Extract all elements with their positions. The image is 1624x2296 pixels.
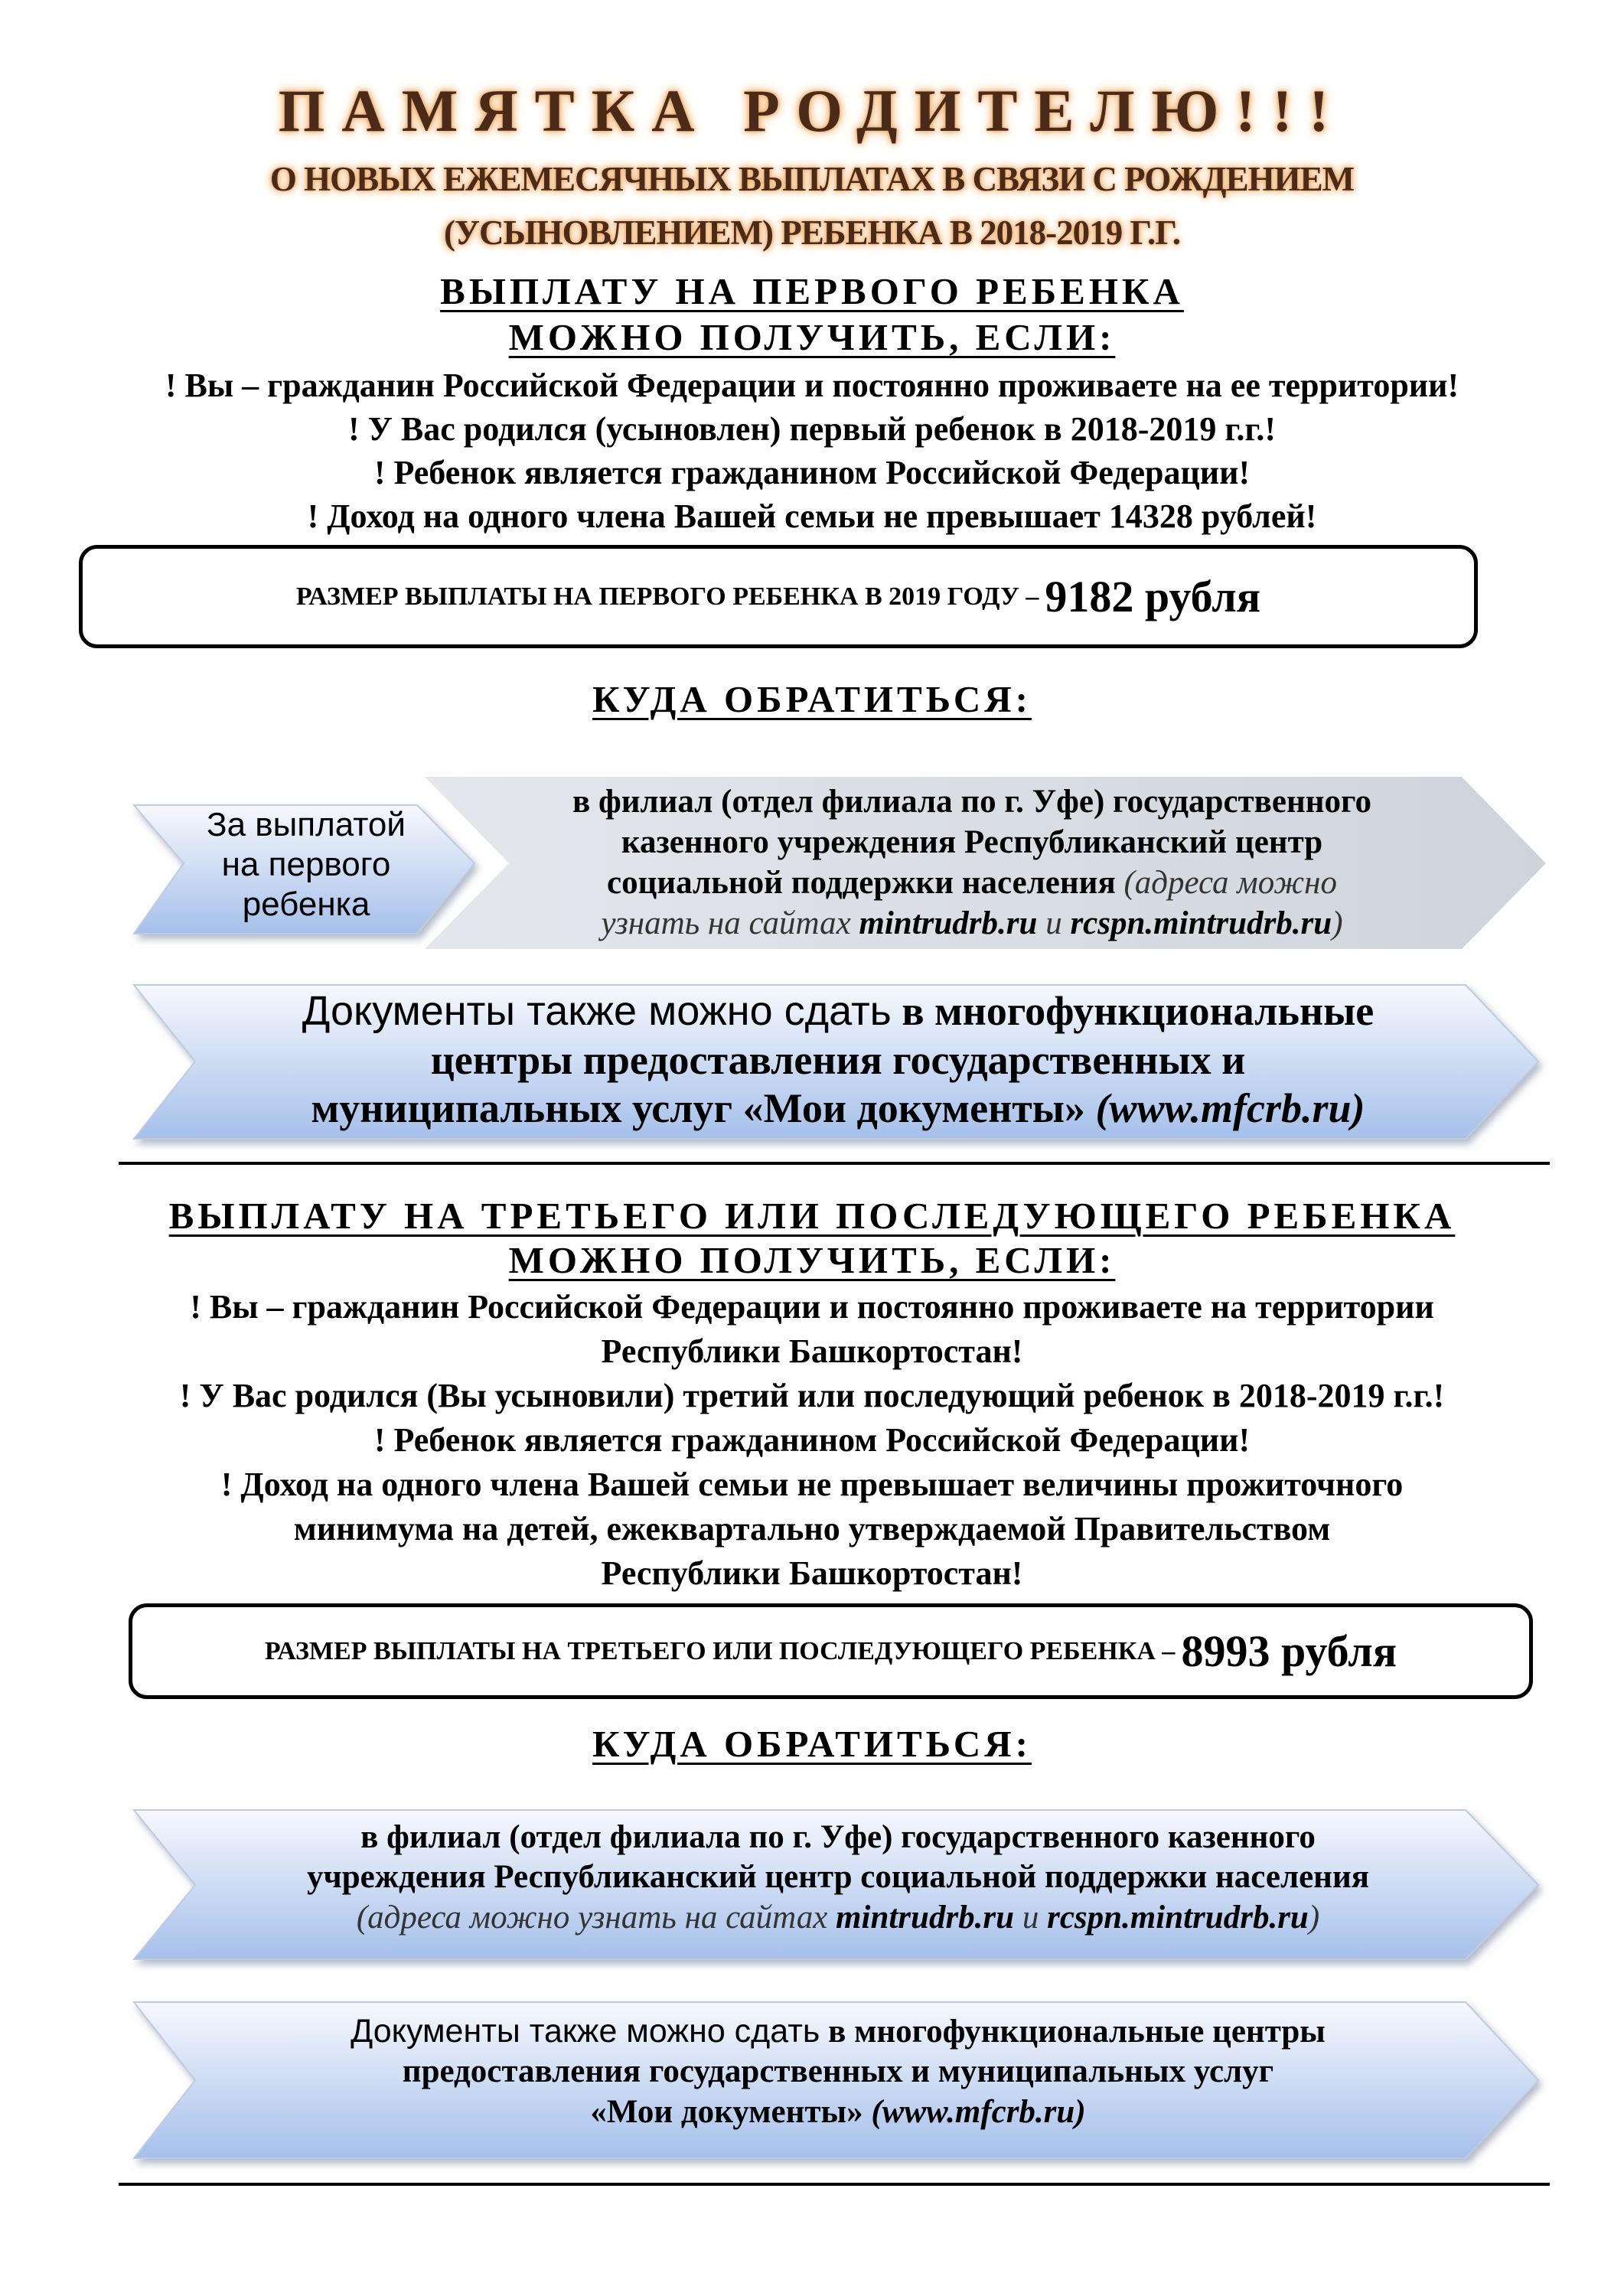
first-branch-and: и bbox=[1045, 905, 1062, 941]
first-docs-line-3: муниципальных услуг «Мои документы» bbox=[311, 1085, 1085, 1132]
first-condition-3: ! Ребенок является гражданином Российской Федерации! bbox=[373, 454, 1251, 491]
third-amount-box bbox=[129, 1603, 1533, 1699]
left-arrow-line-2: на первого bbox=[221, 845, 391, 883]
third-branch-line-1: в филиал (отдел филиала по г. Уфе) государственного казенного bbox=[360, 1819, 1316, 1855]
third-condition-3: ! У Вас родился (Вы усыновили) третий или последующий ребенок в 2018-2019 г.г.! bbox=[179, 1377, 1445, 1414]
third-branch-and: и bbox=[1022, 1899, 1039, 1936]
first-branch-line-4: узнать на сайтах bbox=[601, 905, 851, 941]
third-condition-4: ! Ребенок является гражданином Российской Федерации! bbox=[373, 1421, 1251, 1459]
first-docs-plain: Документы также можно сдать bbox=[302, 988, 892, 1034]
first-amount-box bbox=[79, 545, 1478, 648]
third-docs-bold: в многофункциональные центры bbox=[828, 2014, 1326, 2050]
third-where-heading: КУДА ОБРАТИТЬСЯ: bbox=[592, 1723, 1032, 1765]
first-docs-site: (www.mfcrb.ru) bbox=[1095, 1085, 1365, 1132]
first-docs-bold: в многофункциональные bbox=[902, 988, 1375, 1034]
left-arrow-line-3: ребенка bbox=[242, 885, 370, 923]
third-branch-line-3: (адреса можно узнать на сайтах bbox=[356, 1899, 828, 1936]
first-branch-line-3-italic: (адреса можно bbox=[1123, 864, 1337, 901]
third-amount-label: РАЗМЕР ВЫПЛАТЫ НА ТРЕТЬЕГО ИЛИ ПОСЛЕДУЮЩЕГО РЕБЕНКА – bbox=[264, 1636, 1176, 1665]
left-arrow-line-1: За выплатой bbox=[207, 806, 406, 843]
first-condition-1: ! Вы – гражданин Российской Федерации и постоянно проживаете на ее территории! bbox=[165, 367, 1459, 404]
first-branch-line-1: в филиал (отдел филиала по г. Уфе) государственного bbox=[572, 784, 1371, 820]
third-branch-text bbox=[176, 1818, 1500, 1938]
third-heading-1: ВЫПЛАТУ НА ТРЕТЬЕГО ИЛИ ПОСЛЕДУЮЩЕГО РЕБЕНКА bbox=[168, 1195, 1456, 1237]
first-heading-1: ВЫПЛАТУ НА ПЕРВОГО РЕБЕНКА bbox=[440, 270, 1184, 312]
first-branch-line-3: социальной поддержки населения bbox=[607, 864, 1116, 901]
first-branch-close: ) bbox=[1332, 905, 1343, 941]
third-condition-5: ! Доход на одного члена Вашей семьи не превышает величины прожиточного bbox=[220, 1466, 1404, 1503]
section-divider-1 bbox=[119, 1162, 1550, 1165]
first-branch-line-2: казенного учреждения Республиканский центр bbox=[621, 823, 1323, 860]
first-amount-label: РАЗМЕР ВЫПЛАТЫ НА ПЕРВОГО РЕБЕНКА В 2019 ГОДУ – bbox=[295, 582, 1039, 611]
first-amount-value: 9182 рубля bbox=[1045, 572, 1261, 621]
third-condition-7: Республики Башкортостан! bbox=[601, 1554, 1023, 1592]
third-amount-value: 8993 рубля bbox=[1181, 1626, 1397, 1676]
third-branch-close: ) bbox=[1308, 1899, 1320, 1936]
first-branch-site-1: mintrudrb.ru bbox=[859, 905, 1038, 941]
subtitle-line-2: (УСЫНОВЛЕНИЕМ) РЕБЕНКА В 2018-2019 Г.Г. bbox=[443, 214, 1181, 252]
first-heading-2: МОЖНО ПОЛУЧИТЬ, ЕСЛИ: bbox=[508, 316, 1116, 358]
first-branch-site-2: rcspn.mintrudrb.ru bbox=[1070, 905, 1332, 941]
first-where-heading: КУДА ОБРАТИТЬСЯ: bbox=[592, 678, 1032, 720]
third-heading-2: МОЖНО ПОЛУЧИТЬ, ЕСЛИ: bbox=[508, 1239, 1116, 1281]
first-docs-line-2: центры предоставления государственных и bbox=[430, 1036, 1246, 1083]
first-branch-text bbox=[490, 782, 1454, 944]
third-branch-site-1: mintrudrb.ru bbox=[836, 1899, 1015, 1936]
third-condition-2: Республики Башкортостан! bbox=[601, 1332, 1023, 1370]
third-branch-line-2: учреждения Республиканский центр социальной поддержки населения bbox=[307, 1859, 1369, 1896]
third-condition-1: ! Вы – гражданин Российской Федерации и постоянно проживаете на территории bbox=[190, 1288, 1434, 1326]
subtitle-line-1: О НОВЫХ ЕЖЕМЕСЯЧНЫХ ВЫПЛАТАХ В СВЯЗИ С РОЖДЕНИЕМ bbox=[269, 160, 1355, 198]
first-condition-2: ! У Вас родился (усыновлен) первый ребенок в 2018-2019 г.г.! bbox=[347, 410, 1277, 448]
first-condition-4: ! Доход на одного члена Вашей семьи не превышает 14328 рублей! bbox=[307, 497, 1317, 535]
third-docs-line-3: «Мои документы» bbox=[590, 2093, 863, 2130]
third-condition-6: минимума на детей, ежеквартально утверждаемой Правительством bbox=[293, 1510, 1331, 1548]
third-branch-site-2: rcspn.mintrudrb.ru bbox=[1047, 1899, 1309, 1936]
first-docs-text bbox=[176, 987, 1500, 1133]
section-divider-2 bbox=[119, 2183, 1550, 2186]
third-docs-text bbox=[176, 2011, 1500, 2132]
third-docs-line-2: предоставления государственных и муниципальных услуг bbox=[402, 2053, 1274, 2090]
third-docs-plain: Документы также можно сдать bbox=[351, 2013, 820, 2050]
page-title: ПАМЯТКА РОДИТЕЛЮ!!! bbox=[278, 77, 1346, 144]
left-arrow-text bbox=[176, 805, 436, 925]
third-docs-site: (www.mfcrb.ru) bbox=[871, 2093, 1086, 2130]
